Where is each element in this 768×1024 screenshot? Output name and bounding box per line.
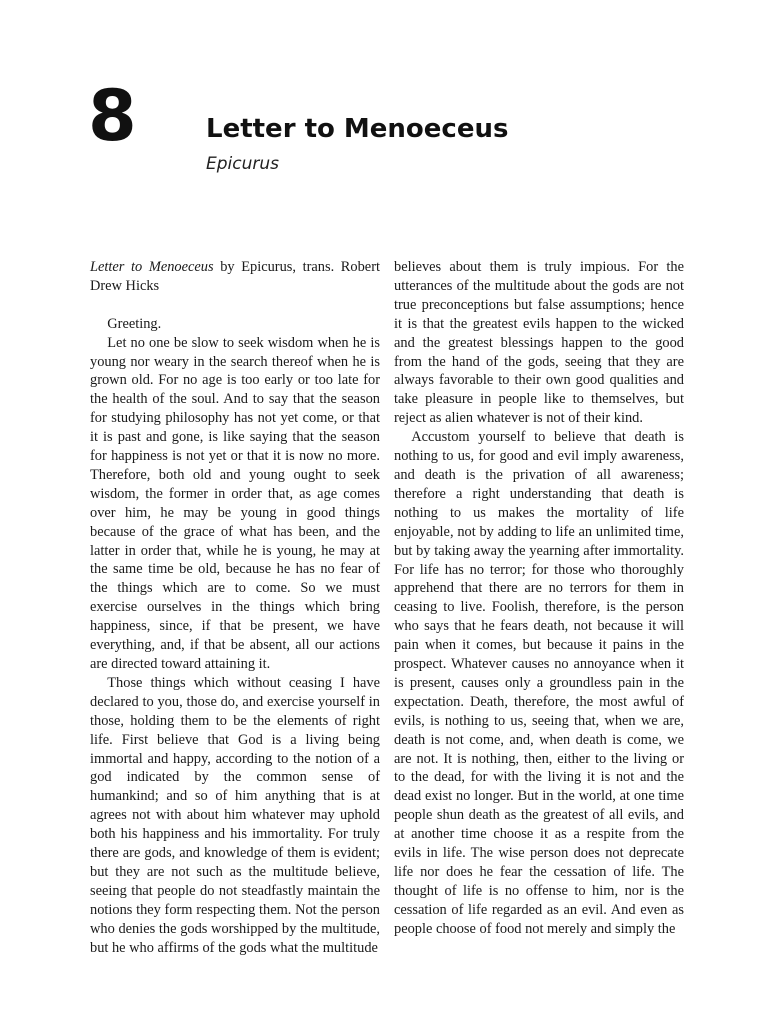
chapter-title: Letter to Menoeceus [206, 114, 509, 144]
citation-title: Letter to Menoeceus [90, 259, 214, 275]
chapter-author: Epicurus [206, 154, 279, 174]
right-text-column [394, 258, 684, 939]
citation [90, 258, 380, 296]
citation-rest: by Epicurus, trans. Robert Drew Hicks [90, 259, 380, 294]
chapter-number: 8 [88, 75, 137, 157]
paragraph-continued: believes about them is truly impious. For the utterances of the multitude about the gods are not true preconceptions but false assumptions; hence it is that the greatest evils happen to the wicked and the greatest blessings happen to the good from the hand of the gods, seeing that they are always favorable to their own good qualities and take pleasure in people like to themselves, but reject as alien whatever is not of their kind. [394, 259, 684, 427]
paragraph: Let no one be slow to seek wisdom when he is young nor weary in the search thereof when he is grown old. For no age is too early or too late for the health of the soul. And to say that the season for studying philosophy has not yet come, or that it is past and gone, is like saying that the season for happiness is not yet or that it is now no more. Therefore, both old and young ought to seek wisdom, the former in order that, as age comes over him, he may be young in good things because of the grace of what has been, and the latter in order that, while he is young, he may at the same time be old, because he has no fear of the things which are to come. So we must exercise ourselves in the things which bring happiness, since, if that be present, we have everything, and, if that be absent, all our actions are directed toward attaining it. [90, 334, 380, 673]
paragraph: Those things which without ceasing I have declared to you, those do, and exercise yourself in those, holding them to be the elements of right life. First believe that God is a living being immortal and happy, according to the notion of a god indicated by the common sense of humankind; and so of him anything that is at agrees not with about him whatever may uphold both his happiness and his immortality. For truly there are gods, and knowledge of them is evident; but they are not such as the multitude believe, seeing that people do not steadfastly maintain the notions they form respecting them. Not the person who denies the gods worshipped by the multitude, but he who affirms of the gods what the multitude [90, 674, 380, 956]
greeting: Greeting. [107, 315, 162, 332]
left-text-column [90, 258, 380, 958]
paragraph: Accustom yourself to believe that death is nothing to us, for good and evil imply awareness, and death is the privation of all awareness; therefore a right understanding that death is nothing to us makes the mortality of life enjoyable, not by adding to life an unlimited time, but by taking away the yearning after immortality. For life has no terror; for those who thoroughly apprehend that there are no terrors for them in ceasing to live. Foolish, therefore, is the person who says that he fears death, not because it will pain when it comes, but because it pains in the prospect. Whatever causes no annoyance when it is present, causes only a groundless pain in the expectation. Death, therefore, the most awful of evils, is nothing to us, seeing that, when we are, death is not come, and, when death is come, we are not. It is nothing, then, either to the living or to the dead, for with the living it is not and the dead exist no longer. But in the world, at one time people shun death as the greatest of all evils, and at another time choose it as a respite from the evils in life. The wise person does not deprecate life nor does he fear the cessation of life. The thought of life is no offense to him, nor is the cessation of life regarded as an evil. And even as people choose of food not merely and simply the [394, 429, 684, 937]
